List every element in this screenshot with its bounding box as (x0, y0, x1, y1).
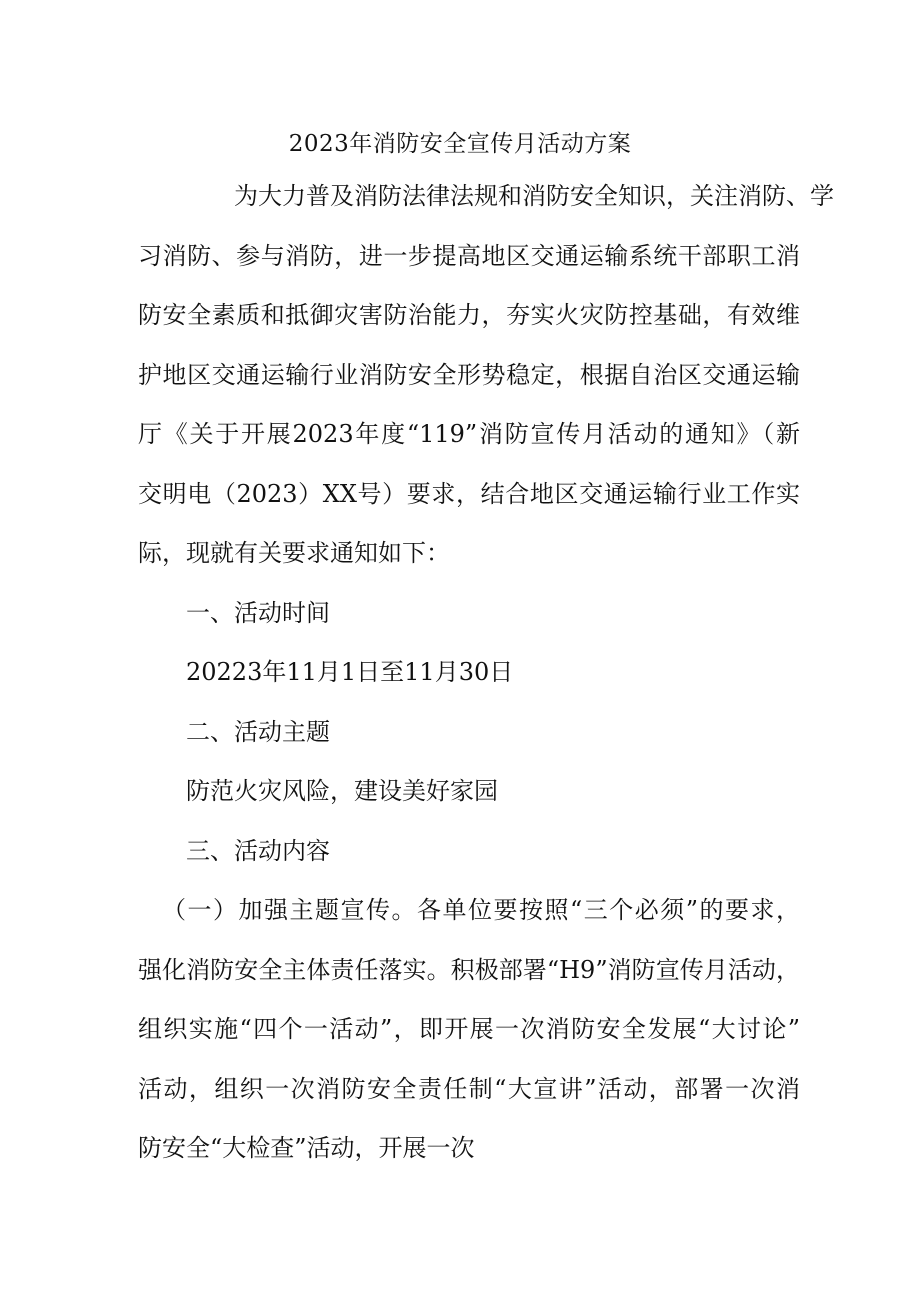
intro-line: 交明电（2023）XX号）要求，结合地区交通运输行业工作实 (138, 479, 800, 508)
content-line: 组织实施“四个一活动”，即开展一次消防安全发展“大讨论” (138, 1015, 800, 1043)
section-heading-theme: 二、活动主题 (186, 717, 330, 746)
section-heading-time: 一、活动时间 (186, 598, 330, 627)
activity-theme-text: 防范火灾风险，建设美好家园 (186, 777, 498, 805)
content-line: 活动，组织一次消防安全责任制“大宣讲”活动，部署一次消 (138, 1074, 800, 1103)
content-line: 强化消防安全主体责任落实。积极部署“H9”消防宣传月活动， (138, 955, 800, 984)
content-line: 防安全“大检查”活动，开展一次 (138, 1134, 475, 1162)
content-paragraph (138, 881, 800, 1179)
document-body (138, 167, 834, 1179)
section-heading-content: 三、活动内容 (186, 836, 330, 865)
intro-line: 际，现就有关要求通知如下： (138, 539, 450, 567)
intro-line: 为大力普及消防法律法规和消防安全知识，关注消防、学 (234, 182, 834, 210)
content-line: （一）加强主题宣传。各单位要按照“三个必须”的要求， (162, 896, 800, 924)
activity-time-text: 20223年11月1日至11月30日 (186, 658, 514, 686)
intro-line: 防安全素质和抵御灾害防治能力，夯实火灾防控基础，有效维 (138, 301, 800, 329)
intro-line: 护地区交通运输行业消防安全形势稳定，根据自治区交通运输 (138, 360, 800, 389)
document-title: 2023年消防安全宣传月活动方案 (288, 131, 632, 157)
intro-line: 厅《关于开展2023年度“119”消防宣传月活动的通知》（新 (138, 420, 800, 448)
intro-paragraph (138, 167, 834, 584)
intro-line: 习消防、参与消防，进一步提高地区交通运输系统干部职工消 (138, 241, 800, 270)
